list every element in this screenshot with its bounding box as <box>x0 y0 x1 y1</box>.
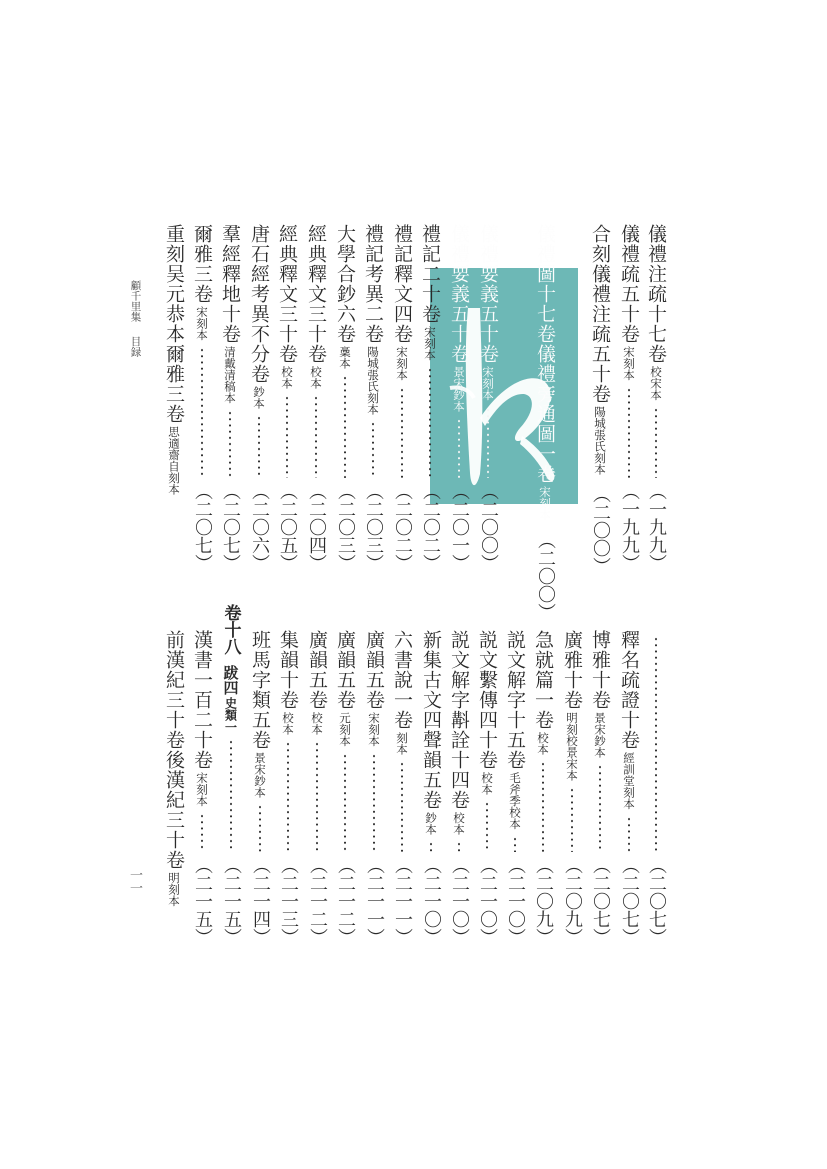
toc-entry: 廣韻五卷 元刻本 （二一二） <box>334 630 356 946</box>
running-head <box>128 280 144 357</box>
toc-entry: 重刻吴元恭本爾雅三卷 思適齋自刻本 <box>163 224 185 495</box>
leader-dots <box>371 421 375 478</box>
leader-dots <box>315 741 319 852</box>
toc-entry: 儀禮要義五十卷 景宋鈔本 （二〇一） <box>448 224 470 572</box>
toc-entry: 廣韻五卷 宋刻本 （二一一） <box>363 630 385 946</box>
leader-dots <box>200 813 204 853</box>
toc-entry: 説文繫傳四十卷 校本 （二一〇） <box>476 630 498 946</box>
toc-entry: 唐石經考異不分卷 鈔本 （二〇六） <box>248 224 270 572</box>
toc-entry: 前漢紀三十卷後漢紀三十卷 明刻本 <box>163 630 185 907</box>
leader-dots <box>457 841 461 852</box>
toc-entry: 廣雅十卷 明刻校景宋本 （二〇九） <box>561 630 583 946</box>
leader-dots <box>486 407 490 479</box>
leader-dots <box>257 415 261 478</box>
leader-dots <box>229 739 233 852</box>
toc-entry: 合刻儀禮注疏五十卷 陽城張氏刻本 （二〇〇） <box>589 224 611 575</box>
leader-dots <box>485 801 489 852</box>
folio-number: 一一 <box>127 868 142 894</box>
leader-dots <box>428 367 432 479</box>
juan-category: 史類一 <box>223 697 238 733</box>
leader-dots <box>598 764 602 852</box>
toc-entry: 禮記二十卷 宋刻本 （二〇二） <box>419 224 441 572</box>
toc-entry: 儀禮注疏十七卷 校宋本 （一九九） <box>645 224 667 572</box>
leader-dots <box>228 410 232 479</box>
toc-entry: 説文解字十五卷 毛斧季校本 （二一〇） <box>504 630 526 946</box>
toc-entry: 儀禮圖十七卷儀禮旁通圖一卷 宋刻本 （二〇〇） <box>534 224 556 621</box>
running-head-section: 目録 <box>129 336 142 357</box>
toc-entry: 説文解字斠詮十四卷 校本 （二一〇） <box>448 630 470 946</box>
leader-dots <box>429 841 433 852</box>
leader-dots <box>372 753 376 853</box>
leader-dots <box>286 741 290 852</box>
leader-dots <box>400 387 404 479</box>
toc-entry: 爾雅三卷 宋刻本 （二〇七） <box>191 224 213 572</box>
leader-dots <box>570 787 574 852</box>
leader-dots <box>654 636 658 852</box>
toc-entry: 經典釋文三十卷 校本 （二〇四） <box>305 224 327 572</box>
leader-dots <box>285 395 289 478</box>
leader-dots <box>654 407 658 479</box>
toc-entry: 大學合鈔六卷 稾本 （二〇三） <box>334 224 356 572</box>
toc-entry: 羣經釋地十卷 清戴清稿本 （二〇七） <box>219 224 241 572</box>
leader-dots <box>457 418 461 478</box>
toc-entry: 禮記釋文四卷 宋刻本 （二〇二） <box>391 224 413 572</box>
toc-entry: 急就篇一卷 校本 （二〇九） <box>532 630 554 946</box>
leader-dots <box>258 804 262 852</box>
toc-entry: 漢書一百二十卷 宋刻本 （二一五） <box>191 630 213 946</box>
toc-entry: 儀禮疏五十卷 宋刻本 （一九九） <box>618 224 640 572</box>
toc-entry: 新集古文四聲韻五卷 鈔本 （二一〇） <box>420 630 442 946</box>
leader-dots <box>400 761 404 852</box>
juan-number: 卷十八 <box>220 604 241 655</box>
leader-dots <box>314 395 318 478</box>
toc-entry: 儀禮要義五十卷 宋刻本 （二〇〇） <box>477 224 499 572</box>
leader-dots <box>513 836 517 853</box>
toc-entry: 六書說一卷 刻本 （二一一） <box>391 630 413 946</box>
leader-dots <box>627 816 631 853</box>
juan-title: 跋四 <box>221 665 240 695</box>
toc-entry: 班馬字類五卷 景宋鈔本 （二一四） <box>249 630 271 946</box>
leader-dots <box>541 761 545 852</box>
toc-entry: 集韻十卷 校本 （二一三） <box>277 630 299 946</box>
running-head-book: 顧千里集 <box>129 280 142 322</box>
leader-dots <box>200 347 204 479</box>
toc-entry: 釋名疏證十卷 經訓堂刻本 （二〇七） <box>618 630 640 946</box>
toc-entry-continuation: （二〇七） <box>644 630 668 946</box>
toc-entry: 廣韻五卷 校本 （二一二） <box>306 630 328 946</box>
toc-entry: 經典釋文三十卷 校本 （二〇五） <box>276 224 298 572</box>
toc-entry: 博雅十卷 景宋鈔本 （二〇七） <box>589 630 611 946</box>
leader-dots <box>343 753 347 853</box>
leader-dots <box>343 375 347 478</box>
toc-entry: 禮記考異二卷 陽城張氏刻本 （二〇三） <box>362 224 384 572</box>
leader-dots <box>627 387 631 479</box>
chapter-heading: 卷十八跋四史類一 （二一五） <box>220 604 242 946</box>
